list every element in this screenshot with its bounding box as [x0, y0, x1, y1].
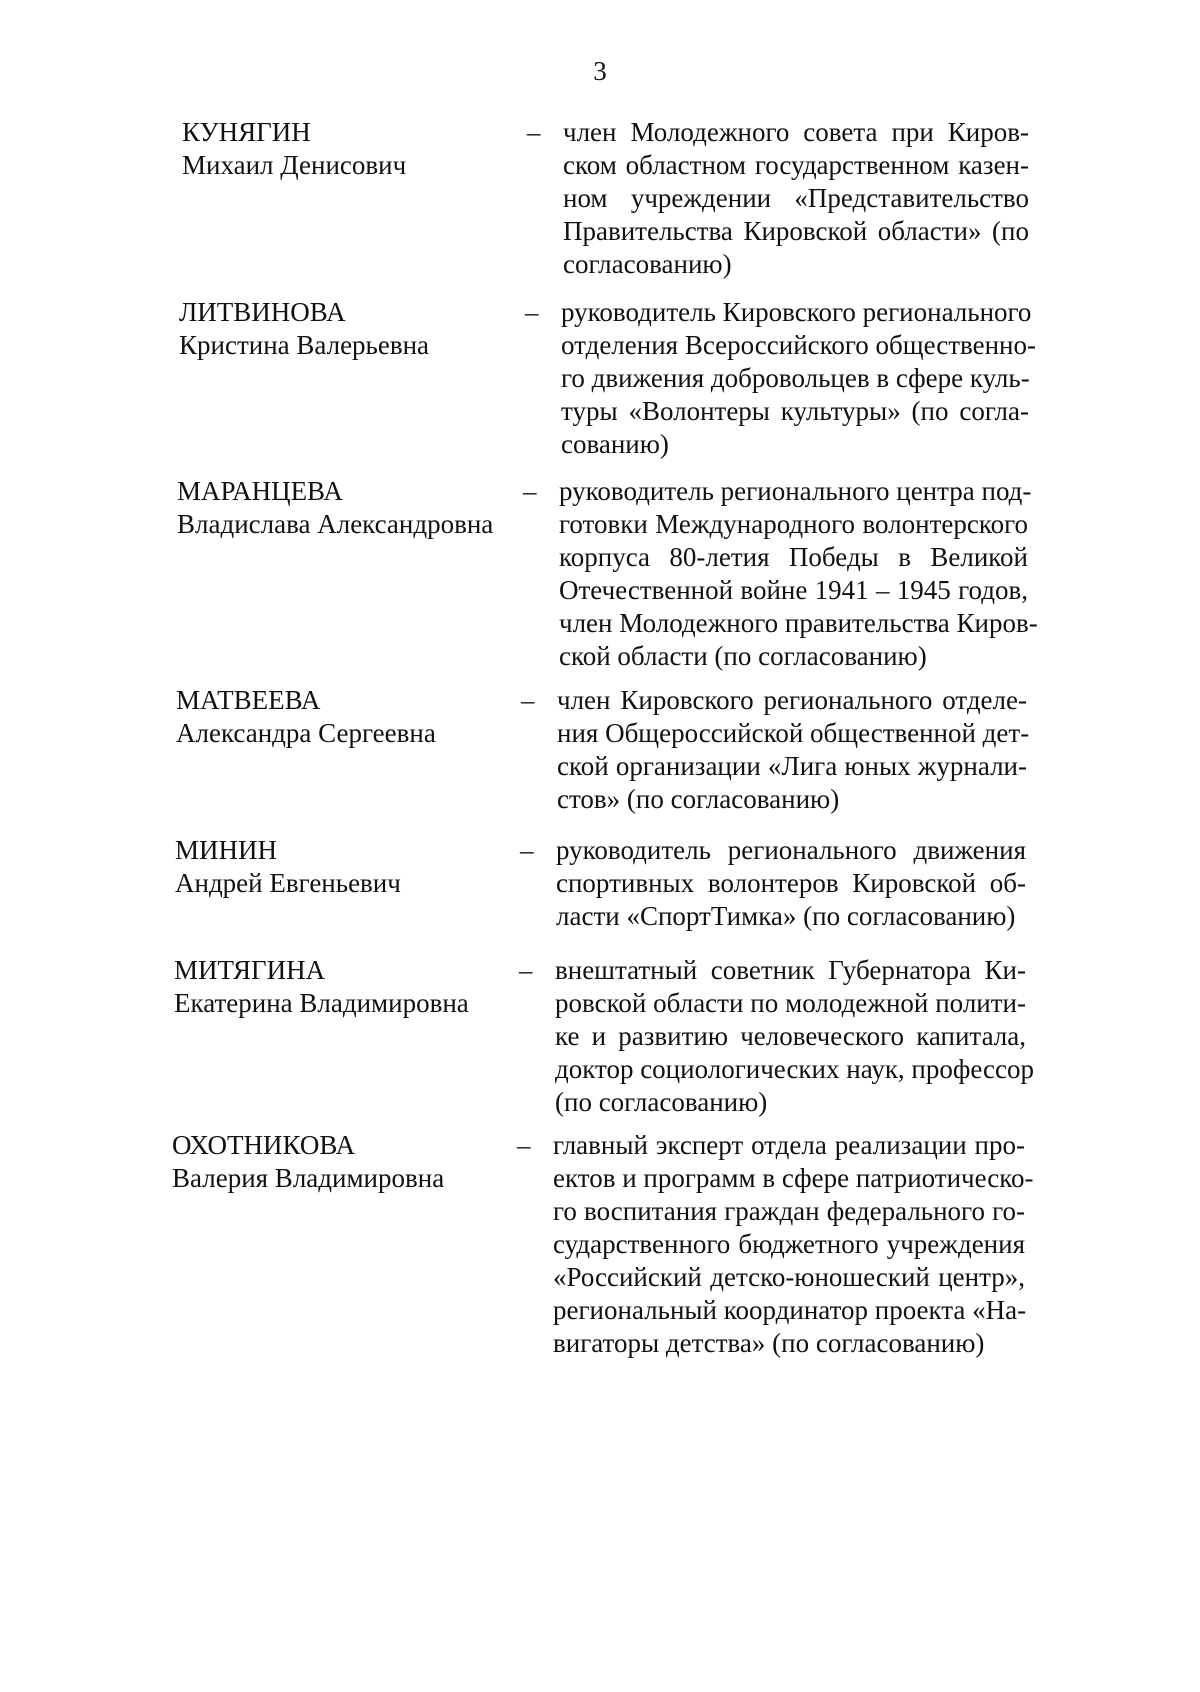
- dash-separator: –: [519, 955, 533, 985]
- position-line: член Молодежного правительства Киров-: [559, 608, 1038, 638]
- member-given-names: Владислава Александровна: [177, 509, 494, 539]
- member-surname: МИТЯГИНА: [174, 955, 326, 985]
- position-line: готовки Международного волонтерского: [559, 509, 1028, 539]
- member-surname: ЛИТВИНОВА: [179, 297, 346, 327]
- position-line: ском областном государственном казен-: [563, 150, 1029, 180]
- position-line: член Кировского регионального отделе-: [557, 685, 1027, 715]
- member-given-names: Михаил Денисович: [182, 150, 407, 180]
- member-name: [172, 1129, 502, 1195]
- member-surname: КУНЯГИН: [182, 117, 311, 147]
- member-name: [177, 475, 507, 541]
- position-line: руководитель регионального движения: [556, 835, 1026, 865]
- member-given-names: Александра Сергеевна: [176, 718, 436, 748]
- member-position: [555, 954, 1034, 1119]
- member-surname: МАРАНЦЕВА: [177, 476, 343, 506]
- position-line: член Молодежного совета при Киров-: [563, 117, 1029, 147]
- position-line: спортивных волонтеров Кировской об-: [556, 868, 1026, 898]
- position-line: «Российский детско-юношеский центр»,: [553, 1262, 1025, 1292]
- position-line: руководитель регионального центра под-: [559, 476, 1032, 506]
- member-position: [563, 116, 1029, 281]
- member-name: [176, 684, 506, 750]
- member-surname: МАТВЕЕВА: [176, 685, 321, 715]
- member-surname: МИНИН: [175, 835, 278, 865]
- member-position: [561, 296, 1036, 461]
- position-line: (по согласованию): [555, 1087, 768, 1117]
- dash-separator: –: [520, 835, 534, 865]
- position-line: корпуса 80-летия Победы в Великой: [559, 542, 1028, 572]
- member-name: [175, 834, 505, 900]
- member-name: [182, 116, 512, 182]
- position-line: региональный координатор проекта «На-: [553, 1295, 1027, 1325]
- position-line: руководитель Кировского регионального: [561, 297, 1032, 327]
- member-position: [556, 834, 1026, 933]
- position-line: ке и развитию человеческого капитала,: [555, 1021, 1026, 1051]
- position-line: ласти «СпортТимка» (по согласованию): [556, 901, 1016, 931]
- dash-separator: –: [523, 476, 537, 506]
- member-name: [174, 954, 504, 1020]
- dash-separator: –: [517, 1130, 531, 1160]
- position-line: сударственного бюджетного учреждения: [553, 1229, 1025, 1259]
- member-position: [557, 684, 1030, 816]
- position-line: вигаторы детства» (по согласованию): [553, 1328, 985, 1358]
- position-line: Отечественной войне 1941 – 1945 годов,: [559, 575, 1028, 605]
- position-line: ровской области по молодежной полити-: [555, 988, 1026, 1018]
- member-given-names: Валерия Владимировна: [172, 1163, 445, 1193]
- page-number: 3: [593, 56, 607, 86]
- position-line: сованию): [561, 429, 669, 459]
- member-given-names: Екатерина Владимировна: [174, 988, 469, 1018]
- member-surname: ОХОТНИКОВА: [172, 1130, 356, 1160]
- member-name: [179, 296, 509, 362]
- dash-separator: –: [525, 297, 539, 327]
- position-line: ном учреждении «Представительство: [563, 183, 1029, 213]
- member-given-names: Кристина Валерьевна: [179, 330, 430, 360]
- position-line: Правительства Кировской области» (по: [563, 216, 1029, 246]
- position-line: главный эксперт отдела реализации про-: [553, 1130, 1025, 1160]
- position-line: ния Общероссийской общественной дет-: [557, 718, 1030, 748]
- position-line: внештатный советник Губернатора Ки-: [555, 955, 1026, 985]
- position-line: туры «Волонтеры культуры» (по согла-: [561, 396, 1029, 426]
- position-line: стов» (по согласованию): [557, 784, 840, 814]
- member-position: [559, 475, 1038, 673]
- member-position: [553, 1129, 1034, 1360]
- position-line: отделения Всероссийского общественно-: [561, 330, 1036, 360]
- position-line: го воспитания граждан федерального го-: [553, 1196, 1025, 1226]
- position-line: ской области (по согласованию): [559, 641, 927, 671]
- position-line: доктор социологических наук, профессор: [555, 1054, 1034, 1084]
- dash-separator: –: [527, 117, 541, 147]
- position-line: ской организации «Лига юных журнали-: [557, 751, 1027, 781]
- position-line: ектов и программ в сфере патриотическо-: [553, 1163, 1034, 1193]
- position-line: согласованию): [563, 249, 732, 279]
- member-given-names: Андрей Евгеньевич: [175, 868, 401, 898]
- dash-separator: –: [521, 685, 535, 715]
- position-line: го движения добровольцев в сфере куль-: [561, 363, 1030, 393]
